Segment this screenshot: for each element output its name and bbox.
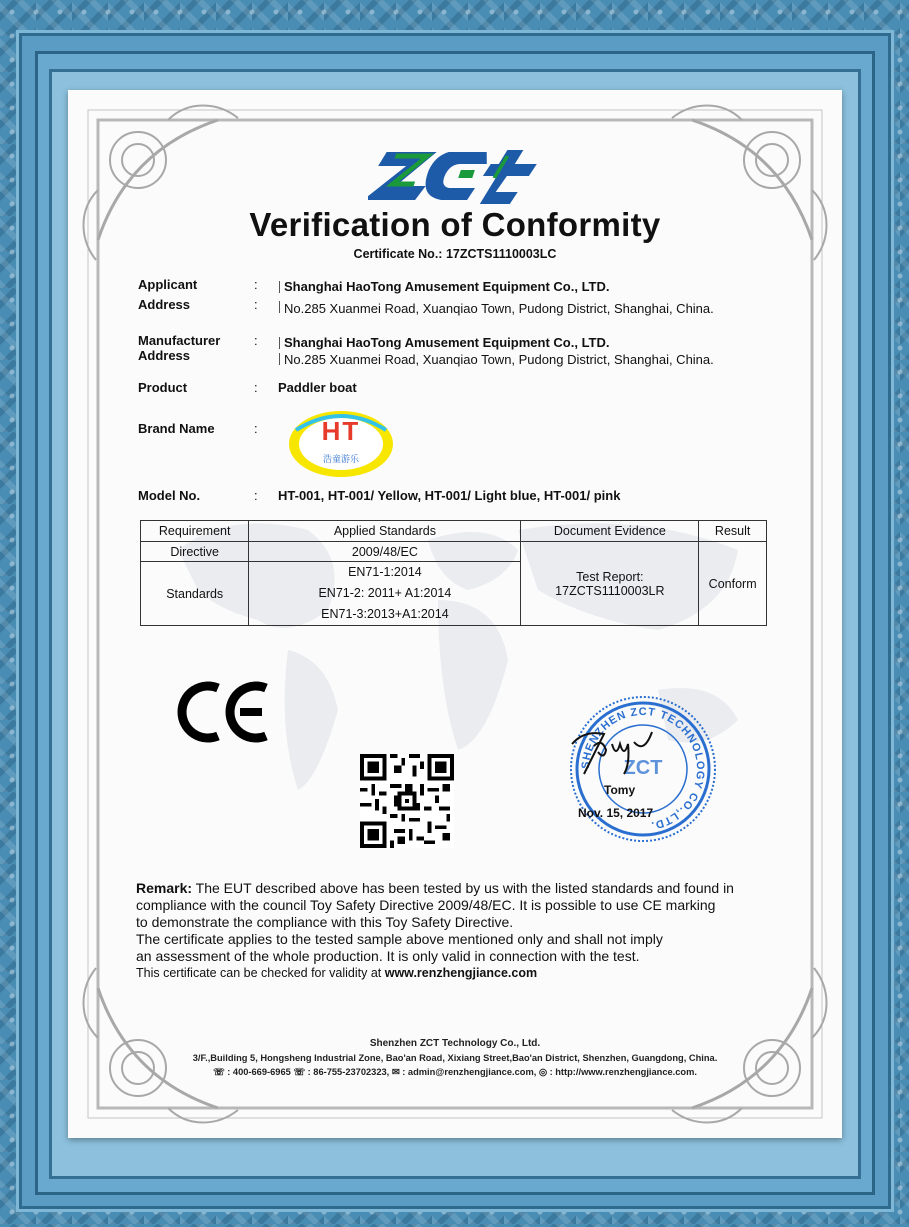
applicant-label: Applicant xyxy=(138,277,198,292)
divider xyxy=(279,337,280,349)
standards-list xyxy=(249,562,521,626)
model-label: Model No. xyxy=(138,488,201,503)
document-evidence-cell xyxy=(521,542,699,626)
product-label: Product xyxy=(138,380,188,395)
standard-item: EN71-1:2014 xyxy=(348,565,422,579)
colon: : xyxy=(254,277,258,292)
remark-line: This certificate can be checked for validity at xyxy=(136,966,385,980)
remark-label: Remark: xyxy=(136,880,193,896)
ht-brand-logo xyxy=(286,408,396,480)
applicant-address-value: No.285 Xuanmei Road, Xuanqiao Town, Pudong District, Shanghai, China. xyxy=(284,301,714,316)
verification-url: www.renzhengjiance.com xyxy=(384,966,538,980)
certificate-paper xyxy=(68,90,842,1138)
table-header-row xyxy=(141,521,767,542)
divider xyxy=(279,353,280,365)
colon: : xyxy=(254,333,258,348)
remark-section xyxy=(136,880,786,982)
remark-line: compliance with the council Toy Safety Directive 2009/48/EC. It is possible to use CE marking xyxy=(136,897,716,913)
certificate-number-value: 17ZCTS1110003LC xyxy=(445,247,557,261)
footer-address: 3/F.,Building 5, Hongsheng Industrial Zone, Bao'an Road, Xixiang Street,Bao'an District, Shenzhen, Guangdong, China. xyxy=(192,1053,718,1063)
evidence-line1: Test Report: xyxy=(576,569,644,584)
colon: : xyxy=(254,421,258,436)
directive-value: 2009/48/EC xyxy=(249,542,521,562)
signer-name: Tomy xyxy=(604,783,636,797)
footer-company: Shenzhen ZCT Technology Co., Ltd. xyxy=(369,1038,541,1049)
remark-line: to demonstrate the compliance with this Toy Safety Directive. xyxy=(136,914,514,930)
standard-item: EN71-2: 2011+ A1:2014 xyxy=(318,586,452,600)
stamp-center-text: ZCT xyxy=(623,757,663,779)
qr-code xyxy=(360,754,454,848)
header-applied-standards: Applied Standards xyxy=(249,521,521,542)
remark-line: The certificate applies to the tested sample above mentioned only and shall not imply xyxy=(136,931,663,947)
header-document-evidence: Document Evidence xyxy=(521,521,699,542)
footer-contact: ☏ : 400-669-6965 ☏ : 86-755-23702323, ✉ : admin@renzhengjiance.com, ◎ : http://www.renzhengjiance.com. xyxy=(213,1067,697,1077)
header-result: Result xyxy=(699,521,767,542)
standards-table xyxy=(140,520,767,626)
evidence-line2: 17ZCTS1110003LR xyxy=(555,583,665,598)
certificate-number-label: Certificate No.: xyxy=(353,247,443,261)
product-value: Paddler boat xyxy=(278,380,357,395)
certificate-number xyxy=(68,247,842,261)
handwritten-signature xyxy=(564,724,664,780)
brand-name-label: Brand Name xyxy=(138,421,215,436)
colon: : xyxy=(254,380,258,395)
table-row xyxy=(141,542,767,562)
manufacturer-label: Manufacturer xyxy=(138,333,221,348)
colon: : xyxy=(254,488,258,503)
zct-logo xyxy=(368,148,544,206)
header-requirement: Requirement xyxy=(141,521,249,542)
applicant-value: Shanghai HaoTong Amusement Equipment Co., LTD. xyxy=(284,279,610,294)
standards-label: Standards xyxy=(141,562,249,626)
manufacturer-address-label: Address xyxy=(138,348,191,363)
remark-line: an assessment of the whole production. It is only valid in connection with the test. xyxy=(136,948,640,964)
applicant-address-label: Address xyxy=(138,297,191,312)
brand-logo-chinese: 浩童游乐 xyxy=(322,454,359,464)
brand-logo-text: HT xyxy=(321,416,361,446)
sign-date: Nov. 15, 2017 xyxy=(578,806,654,820)
ce-mark-icon xyxy=(174,680,274,744)
manufacturer-address-value: No.285 Xuanmei Road, Xuanqiao Town, Pudong District, Shanghai, China. xyxy=(284,352,714,367)
model-value: HT-001, HT-001/ Yellow, HT-001/ Light blue, HT-001/ pink xyxy=(278,488,621,503)
colon: : xyxy=(254,297,258,312)
stamp-ring-text: SHENZHEN ZCT TECHNOLOGY CO.,LTD. xyxy=(579,705,707,832)
directive-label: Directive xyxy=(141,542,249,562)
divider xyxy=(279,301,280,313)
manufacturer-value: Shanghai HaoTong Amusement Equipment Co., LTD. xyxy=(284,335,610,350)
certificate-title: Verification of Conformity xyxy=(249,206,661,243)
divider xyxy=(279,281,280,293)
standard-item: EN71-3:2013+A1:2014 xyxy=(321,607,449,621)
remark-line: The EUT described above has been tested by us with the listed standards and found in xyxy=(192,880,734,896)
result-value: Conform xyxy=(699,542,767,626)
